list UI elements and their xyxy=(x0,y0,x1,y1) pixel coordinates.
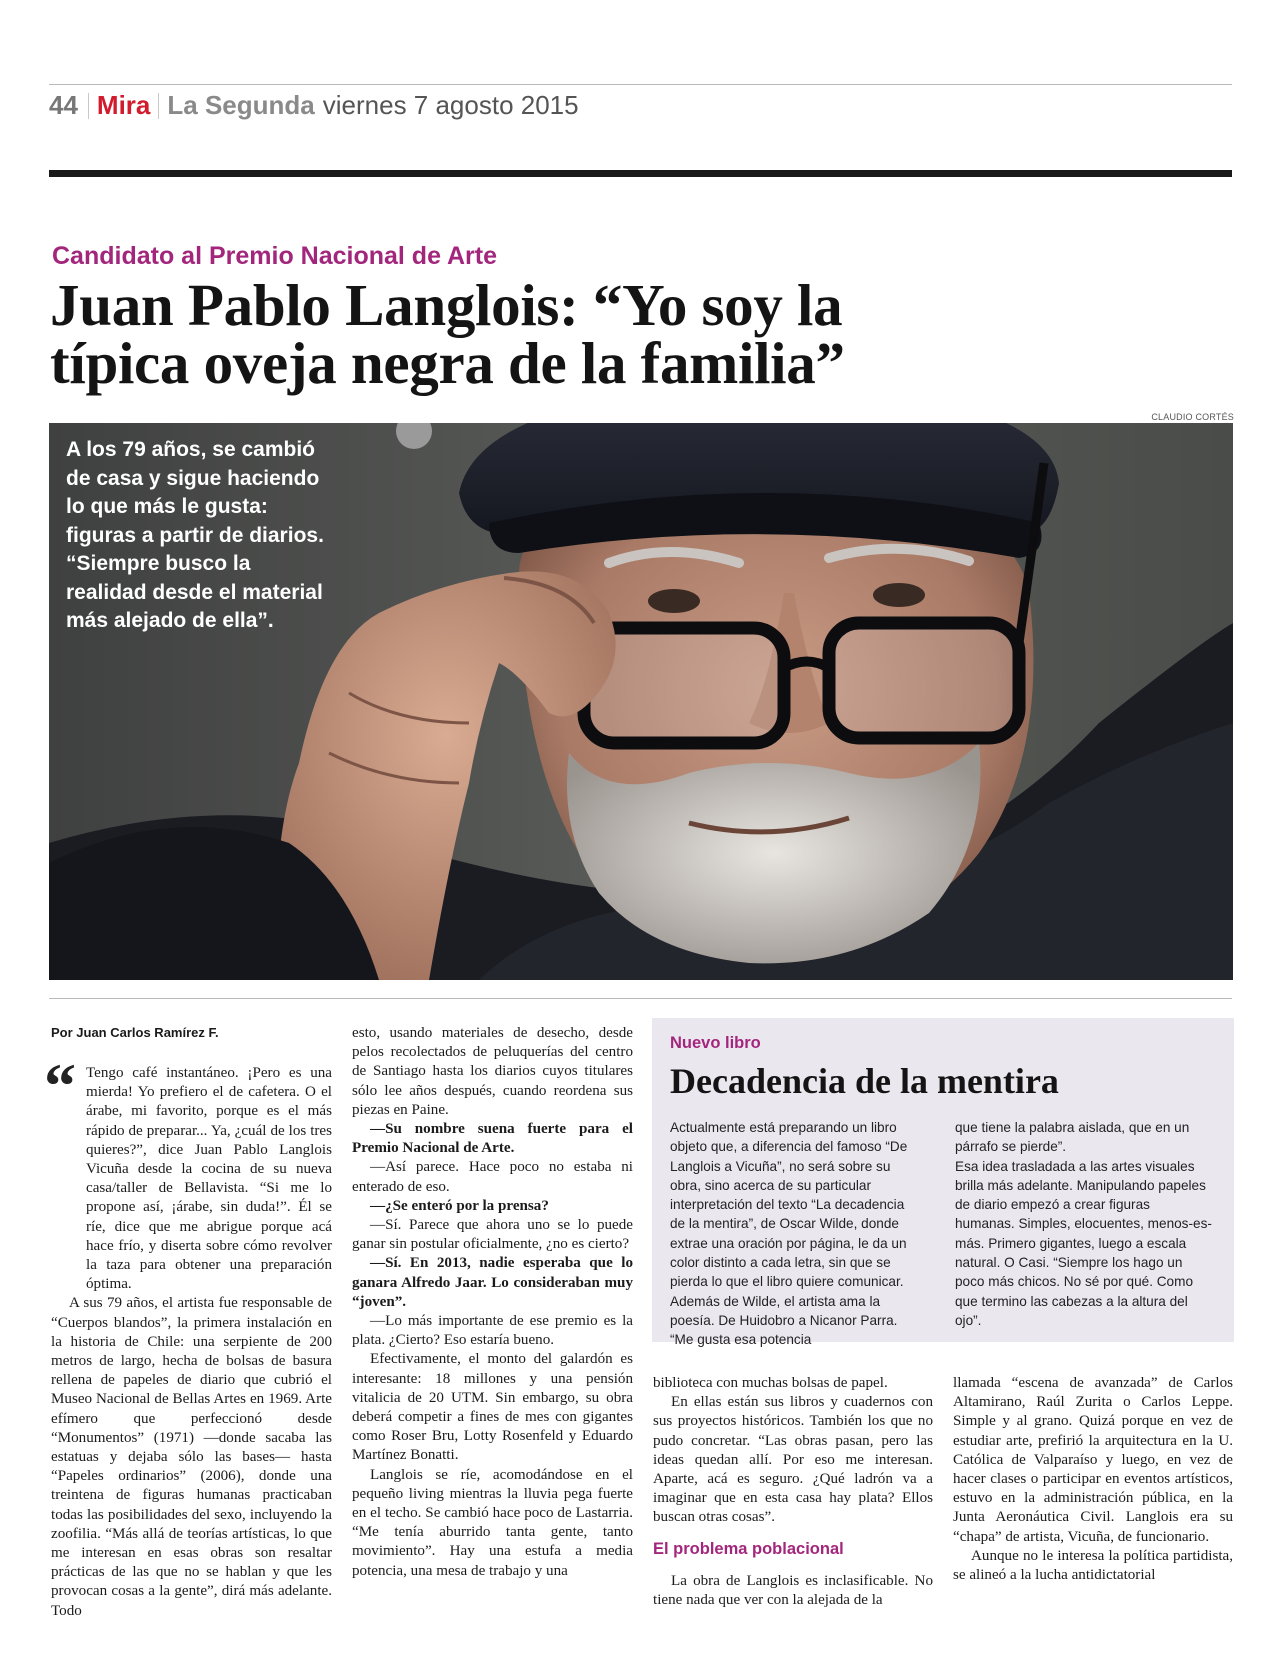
interview-question: —¿Se enteró por la prensa? xyxy=(370,1197,549,1214)
headline-line: Juan Pablo Langlois: “Yo soy la xyxy=(50,272,843,338)
sidebar-column-1: Actualmente está preparando un libro objeto que, a diferencia del famoso “De Langlois a Vicuña”, no será sobre su obra, sino acerca de su particular interpretación del texto “La decadencia de la mentira”, de Oscar Wilde, donde extrae una oración por página, le da un color distinto a cada letra, sin que se pierda lo que el libro quiere comunicar. Además de Wilde, el artista ama la poesía. De Huidobro a Nicanor Parra. “Me gusta esa potencia xyxy=(670,1120,908,1348)
top-rule xyxy=(49,84,1232,85)
article-kicker: Candidato al Premio Nacional de Arte xyxy=(52,242,498,270)
issue-date: viernes 7 agosto 2015 xyxy=(322,90,579,120)
body-column-2 xyxy=(352,1024,633,1581)
body-paragraph: biblioteca con muchas bolsas de papel. xyxy=(653,1375,888,1391)
article-subhead: El problema poblacional xyxy=(653,1540,844,1558)
photo-credit: CLAUDIO CORTÉS xyxy=(1151,412,1234,422)
body-paragraph: esto, usando materiales de desecho, desde pelos recolectados de peluquerías del centro de Santiago hasta los diarios cuyos titulares sólo lee años después, cuando reordena sus piezas en Paine. xyxy=(352,1025,633,1118)
interview-answer: —Sí. Parece que ahora uno se lo puede ganar sin postular oficialmente, ¿no es cierto? xyxy=(352,1217,633,1253)
masthead-divider xyxy=(88,93,89,119)
body-paragraph: A sus 79 años, el artista fue responsable de “Cuerpos blandos”, la primera instalación en la historia de Chile: una serpiente de 200 metros de largo, hecha de bolsas de basura rellena de papeles de diario que cubrió el Museo Nacional de Bellas Artes en 1969. Arte efímero que perfeccionó desde “Monumentos” (1971) —donde sacaba las estatuas y dejaba sólo las bases— hasta “Papeles ordinarios” (2006), donde una treintena de figuras humanas practicaban todas las posibilidades del sexo, incluyendo la zoofilia. “Más allá de teorías artísticas, lo que me interesan en esas obras son resaltar prácticas de las que no se hablan y que les provocan cosas a la gente”, dirá más adelante. Todo xyxy=(51,1295,332,1619)
masthead-divider xyxy=(158,93,159,119)
interview-answer: —Lo más importante de ese premio es la plata. ¿Cierto? Eso estaría bueno. xyxy=(352,1313,633,1349)
sidebar-paragraph: que tiene la palabra aislada, que en un párrafo se pierde”. xyxy=(955,1120,1190,1155)
body-column-3 xyxy=(653,1374,933,1610)
body-column-4 xyxy=(953,1374,1233,1585)
body-paragraph: Tengo café instantáneo. ¡Pero es una mierda! Yo prefiero el de cafetera. O el árabe, mi favorito, porque es el más rápido de preparar... Ya, ¿cuál de los tres quieres?”, dice Juan Pablo Langlois Vicuña desde la cocina de su nueva casa/taller de Bellavista. “Si me lo propone así, ¡árabe, sin duda!”. Él se ríe, dice que me abrigue porque acá hace frío, y diserta sobre cómo revolver la taza para obtener una preparación óptima. xyxy=(86,1065,332,1293)
interview-answer: —Así parece. Hace poco no estaba ni enterado de eso. xyxy=(352,1159,633,1195)
page-number: 44 xyxy=(49,90,78,120)
sidebar-column-2 xyxy=(955,1118,1213,1330)
article-headline xyxy=(50,272,1050,396)
body-paragraph: Efectivamente, el monto del galardón es interesante: 18 millones y una pensión vitalicia de 20 UTM. Sin embargo, su obra deberá competir a fines de mes con gigantes como Roser Bru, Lotty Rosenfeld y Eduardo Martínez Bonatti. xyxy=(352,1351,633,1464)
sidebar-paragraph: Esa idea trasladada a las artes visuales brilla más adelante. Manipulando papeles de diario empezó a crear figuras humanas. Simples, elocuentes, menos-es-más. Primero gigantes, luego a escala natural. O Casi. “Siempre los hago un poco más chicos. No sé por qué. Como que termino las cabezas a la altura del ojo”. xyxy=(955,1158,1212,1328)
headline-line: típica oveja negra de la familia” xyxy=(50,330,845,396)
sidebar-title: Decadencia de la mentira xyxy=(670,1061,1059,1101)
section-rule xyxy=(49,998,1232,999)
byline: Por Juan Carlos Ramírez F. xyxy=(51,1025,219,1040)
opening-quote-mark: “ xyxy=(44,1050,76,1121)
section-name: Mira xyxy=(96,90,151,120)
body-paragraph: En ellas están sus libros y cuadernos con sus proyectos históricos. También los que no pudo concretar. “Las obras pasan, pero las ideas quedan allí. Por eso me interesan. Aparte, acá es seguro. ¿Qué ladrón va a imaginar que en esta casa hay plata? Ellos buscan otras cosas”. xyxy=(653,1394,933,1526)
interview-question: —Sí. En 2013, nadie esperaba que lo ganara Alfredo Jaar. Lo consideraban muy “joven”. xyxy=(352,1255,633,1310)
publication-name: La Segunda xyxy=(167,90,315,120)
body-paragraph: Langlois se ríe, acomodándose en el pequeño living mientras la lluvia pega fuerte en el techo. Se cambió hace poco de Lastarria. “Me tenía aburrido tanta gente, tanto movimiento”. Hay una estufa a media potencia, una mesa de trabajo y una xyxy=(352,1466,633,1579)
body-paragraph: llamada “escena de avanzada” de Carlos Altamirano, Raúl Zurita o Carlos Leppe. Simple y al grano. Quizá porque en vez de estudiar arte, prefirió la arquitectura en la U. Católica de Valparaíso y luego, en vez de hacer clases o participar en eventos artísticos, estuvo en la administración pública, en la Junta Aeronáutica Civil. Langlois era su “chapa” de artista, Vicuña, de funcionario. xyxy=(953,1375,1233,1545)
sidebar-kicker: Nuevo libro xyxy=(670,1034,761,1052)
header-rule xyxy=(49,170,1232,177)
body-paragraph: Aunque no le interesa la política partidista, se alineó a la lucha antidictatorial xyxy=(953,1547,1233,1584)
interview-question: —Su nombre suena fuerte para el Premio Nacional de Arte. xyxy=(352,1121,633,1157)
masthead xyxy=(49,90,579,122)
body-column-1 xyxy=(51,1064,332,1621)
body-paragraph: La obra de Langlois es inclasificable. No tiene nada que ver con la alejada de la xyxy=(653,1572,933,1608)
photo-caption: A los 79 años, se cambió de casa y sigue haciendo lo que más le gusta: figuras a partir de diarios. “Siempre busco la realidad desde el material más alejado de ella”. xyxy=(66,438,324,632)
